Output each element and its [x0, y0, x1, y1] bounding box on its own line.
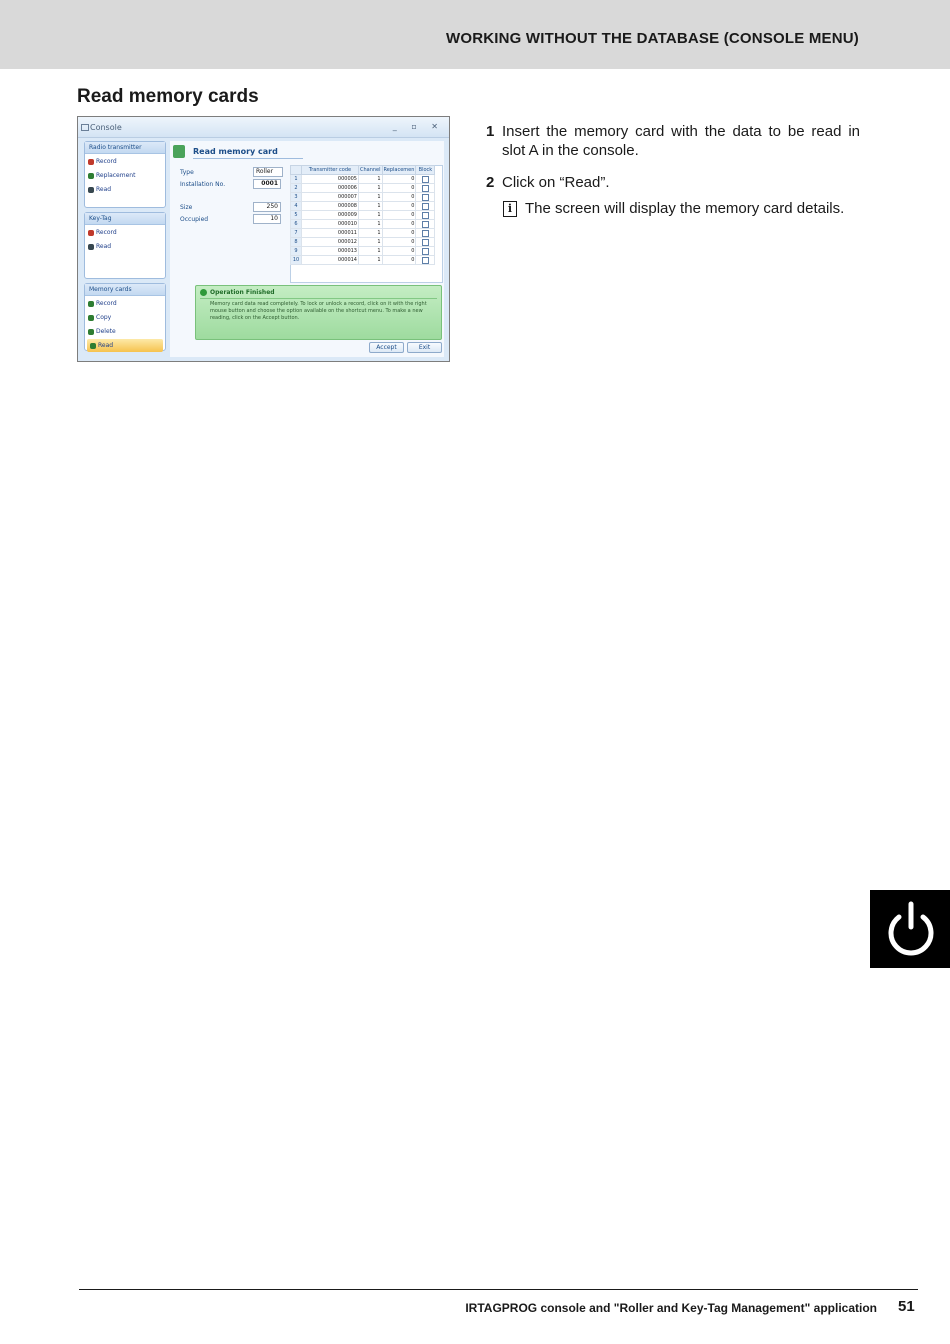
table-cell: 1 [359, 229, 383, 238]
table-cell [416, 238, 435, 247]
menu-item-memory-delete[interactable] [85, 325, 165, 338]
accept-button[interactable]: Accept [369, 342, 404, 353]
footer-text: IRTAGPROG console and "Roller and Key-Tag Management" application [465, 1301, 877, 1315]
menu-item-radio-record[interactable] [85, 155, 165, 168]
read-icon [88, 244, 94, 250]
table-cell [416, 247, 435, 256]
row-number: 4 [291, 202, 302, 211]
table-cell: 0 [382, 202, 416, 211]
window-title: Console [90, 123, 122, 132]
size-label: Size [180, 204, 193, 211]
content-area [170, 141, 444, 357]
step-1 [486, 122, 860, 160]
table-cell [416, 184, 435, 193]
window-title-bar [78, 117, 449, 138]
operation-title: Operation Finished [210, 289, 275, 296]
table-cell: 000005 [302, 175, 359, 184]
menu-item-label: Delete [96, 328, 116, 335]
table-cell: 000009 [302, 211, 359, 220]
menu-item-label: Read [96, 186, 112, 193]
step-number: 2 [486, 174, 495, 191]
side-tab [870, 890, 950, 968]
exit-button[interactable]: Exit [407, 342, 442, 353]
type-label: Type [180, 169, 194, 176]
operation-message [195, 285, 442, 340]
table-row[interactable] [291, 238, 435, 247]
table-cell: 0 [382, 229, 416, 238]
table-cell: 0 [382, 175, 416, 184]
copy-icon [88, 315, 94, 321]
row-number: 5 [291, 211, 302, 220]
form-title: Read memory card [193, 147, 278, 156]
step-number: 1 [486, 123, 495, 140]
table-cell: 000013 [302, 247, 359, 256]
menu-item-label: Read [96, 243, 112, 250]
table-cell: 0 [382, 184, 416, 193]
table-row[interactable] [291, 220, 435, 229]
installation-label: Installation No. [180, 181, 226, 188]
table-cell: 000006 [302, 184, 359, 193]
panel-radio-transmitter [84, 141, 166, 208]
memory-card-table [290, 165, 435, 265]
row-number: 9 [291, 247, 302, 256]
size-field[interactable]: 250 [253, 202, 281, 212]
table-cell: 1 [359, 202, 383, 211]
read-icon [90, 343, 96, 349]
row-number: 8 [291, 238, 302, 247]
table-cell [416, 202, 435, 211]
menu-item-label: Copy [96, 314, 112, 321]
menu-item-radio-replacement[interactable] [85, 169, 165, 182]
row-number: 7 [291, 229, 302, 238]
occupied-label: Occupied [180, 216, 209, 223]
header-title: WORKING WITHOUT THE DATABASE (CONSOLE MENU) [445, 30, 859, 47]
column-header [291, 166, 302, 175]
table-cell: 0 [382, 211, 416, 220]
panel-title: Radio transmitter [85, 142, 165, 154]
type-field[interactable]: Roller [253, 167, 283, 177]
table-cell: 1 [359, 238, 383, 247]
block-checkbox[interactable] [422, 176, 429, 183]
table-cell [416, 175, 435, 184]
menu-item-memory-copy[interactable] [85, 311, 165, 324]
table-row[interactable] [291, 184, 435, 193]
divider [200, 298, 437, 299]
record-icon [88, 159, 94, 165]
menu-item-radio-read[interactable] [85, 183, 165, 196]
table-cell: 1 [359, 184, 383, 193]
row-number: 2 [291, 184, 302, 193]
installation-field[interactable]: 0001 [253, 179, 281, 189]
menu-item-keytag-record[interactable] [85, 226, 165, 239]
panel-key-tag [84, 212, 166, 279]
table-cell [416, 256, 435, 265]
menu-item-keytag-read[interactable] [85, 240, 165, 253]
delete-icon [88, 329, 94, 335]
window-icon [81, 124, 89, 131]
table-row[interactable] [291, 202, 435, 211]
block-checkbox[interactable] [422, 185, 429, 192]
column-header[interactable]: Transmitter code [302, 166, 359, 175]
table-cell: 0 [382, 238, 416, 247]
column-header[interactable]: Channel [360, 167, 381, 173]
window-controls[interactable]: _ ▫ ✕ [392, 122, 444, 131]
table-header-row [291, 166, 435, 175]
page-number: 51 [898, 1298, 915, 1315]
table-cell: 0 [382, 247, 416, 256]
block-checkbox[interactable] [422, 257, 429, 264]
step-note [486, 199, 860, 218]
table-row[interactable] [291, 256, 435, 265]
step-text: Click on “Read”. [502, 174, 610, 191]
table-cell [416, 220, 435, 229]
row-number: 3 [291, 193, 302, 202]
table-cell [416, 193, 435, 202]
row-number: 10 [291, 256, 302, 265]
table-cell [416, 229, 435, 238]
table-cell: 000010 [302, 220, 359, 229]
check-icon [200, 289, 207, 296]
menu-item-memory-record[interactable] [85, 297, 165, 310]
row-number: 6 [291, 220, 302, 229]
table-cell: 000011 [302, 229, 359, 238]
title-underline [193, 158, 303, 159]
table-cell: 000014 [302, 256, 359, 265]
panel-title: Key-Tag [85, 213, 165, 225]
panel-title: Memory cards [85, 284, 165, 296]
record-icon [88, 301, 94, 307]
step-2 [486, 173, 860, 192]
menu-item-label: Read [98, 342, 114, 349]
table-cell [416, 211, 435, 220]
memory-card-icon [173, 145, 185, 158]
note-text: The screen will display the memory card details. [525, 200, 845, 217]
footer-rule [79, 1289, 918, 1290]
menu-item-label: Record [96, 229, 117, 236]
block-checkbox[interactable] [422, 194, 429, 201]
record-icon [88, 230, 94, 236]
table-cell: 1 [359, 256, 383, 265]
row-number: 1 [291, 175, 302, 184]
table-row[interactable] [291, 211, 435, 220]
table-cell: 1 [359, 247, 383, 256]
step-text: Insert the memory card with the data to be read in slot A in the console. [502, 123, 860, 159]
info-icon: i [503, 201, 517, 217]
read-icon [88, 187, 94, 193]
table-cell: 0 [382, 256, 416, 265]
block-checkbox[interactable] [422, 212, 429, 219]
block-checkbox[interactable] [422, 248, 429, 255]
table-row[interactable] [291, 175, 435, 184]
menu-item-label: Record [96, 158, 117, 165]
section-title: Read memory cards [77, 86, 259, 107]
console-screenshot [77, 116, 450, 362]
power-icon [870, 890, 950, 968]
table-row[interactable] [291, 247, 435, 256]
table-cell: 1 [359, 211, 383, 220]
occupied-field[interactable]: 10 [253, 214, 281, 224]
block-checkbox[interactable] [422, 203, 429, 210]
table-cell: 000008 [302, 202, 359, 211]
block-checkbox[interactable] [422, 230, 429, 237]
table-cell: 1 [359, 175, 383, 184]
table-cell: 000007 [302, 193, 359, 202]
operation-text: Memory card data read completely. To lock or unlock a record, click on it with the right mouse button and choose the option available on the shortcut menu. To make a new reading, click on the Accept button. [210, 301, 427, 321]
menu-item-memory-read[interactable] [87, 339, 163, 352]
block-checkbox[interactable] [422, 239, 429, 246]
table-cell: 0 [382, 220, 416, 229]
table-cell: 1 [359, 220, 383, 229]
column-header[interactable]: Block [416, 166, 435, 175]
table-cell: 1 [359, 193, 383, 202]
menu-item-label: Record [96, 300, 117, 307]
panel-memory-cards [84, 283, 166, 351]
table-cell: 000012 [302, 238, 359, 247]
replacement-icon [88, 173, 94, 179]
table-row[interactable] [291, 193, 435, 202]
instruction-steps [486, 122, 860, 218]
menu-item-label: Replacement [96, 172, 136, 179]
column-header[interactable]: Replacemen [383, 167, 415, 173]
table-row[interactable] [291, 229, 435, 238]
table-cell: 0 [382, 193, 416, 202]
block-checkbox[interactable] [422, 221, 429, 228]
